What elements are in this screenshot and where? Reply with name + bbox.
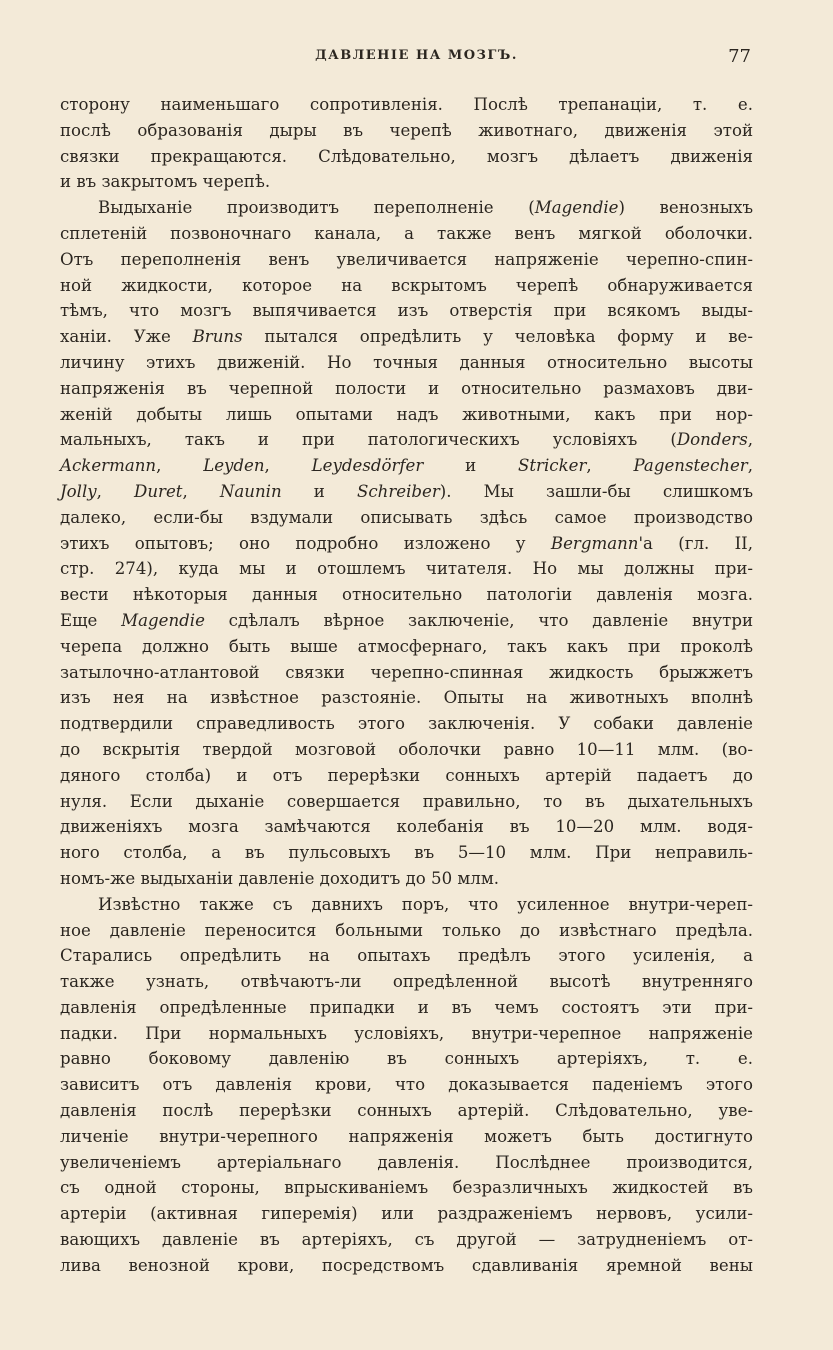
text-line: дяного столба) и отъ перерѣзки сонныхъ артерій падаетъ до [60,765,753,785]
text-line: падки. При нормальныхъ условіяхъ, внутри-черепное напряженіе [60,1023,753,1043]
running-title: ДАВЛЕНІЕ НА МОЗГЪ. [315,48,518,63]
text-line: равно боковому давленію въ сонныхъ артеріяхъ, т. е. [60,1049,753,1069]
text-line: и въ закрытомъ черепѣ. [60,172,271,192]
text-line: сплетеній позвоночнаго канала, а также венъ мягкой оболочки. [60,223,753,243]
text-line: этихъ опытовъ; оно подробно изложено у Bergmann'а (гл. II, [60,533,754,553]
text-line: давленія опредѣленные припадки и въ чемъ состоятъ эти при- [60,997,753,1017]
text-line: сторону наименьшаго сопротивленія. Послѣ трепанаціи, т. е. [60,95,753,114]
text-line: Отъ переполненія венъ увеличивается напряженіе черепно-спин- [60,249,753,269]
text-line: номъ-же выдыханіи давленіе доходитъ до 50 млм. [60,868,500,888]
text-line: ного столба, а въ пульсовыхъ въ 5—10 млм. При неправиль- [60,843,753,863]
text-line: затылочно-атлантовой связки черепно-спинная жидкость брыжжетъ [60,662,753,682]
text-line: стр. 274), куда мы и отошлемъ читателя. Но мы должны при- [60,559,753,579]
text-line: послѣ образованія дыры въ черепѣ животнаго, движенія этой [60,120,753,140]
text-line: женій добыты лишь опытами надъ животными, какъ при нор- [60,404,753,424]
text-line: увеличеніемъ артеріальнаго давленія. Послѣднее производится, [60,1152,753,1172]
text-line: нуля. Если дыханіе совершается правильно, то въ дыхательныхъ [60,791,753,811]
text-line: ной жидкости, которое на вскрытомъ черепѣ обнаруживается [60,275,753,295]
text-line: до вскрытія твердой мозговой оболочки равно 10—11 млм. (во- [60,739,753,759]
text-line: мальныхъ, такъ и при патологическихъ условіяхъ (Donders, [60,430,753,450]
text-line: ханіи. Уже Bruns пытался опредѣлить у человѣка форму и ве- [60,327,753,347]
text-line: напряженія въ черепной полости и относительно размаховъ дви- [60,378,753,398]
text-line: тѣмъ, что мозгъ выпячивается изъ отверстія при всякомъ выды- [60,301,753,321]
text-line: зависитъ отъ давленія крови, что доказывается паденіемъ этого [60,1075,753,1095]
text-line: далеко, если-бы вздумали описывать здѣсь самое производство [60,507,753,527]
text-line: Ackermann, Leyden, Leydesdörfer и Stricker, Pagenstecher, [60,456,753,476]
text-line: лива венозной крови, посредствомъ сдавливанія яремной вены [60,1255,753,1275]
running-head [0,48,833,70]
text-line: движеніяхъ мозга замѣчаются колебанія въ 10—20 млм. водя- [60,817,753,837]
page-number: 77 [728,46,751,67]
text-line: черепа должно быть выше атмосфернаго, такъ какъ при проколѣ [60,636,753,656]
text-line: Еще Magendie сдѣлалъ вѣрное заключеніе, что давленіе внутри [60,610,754,630]
text-line: ное давленіе переносится больными только до извѣстнаго предѣла. [60,920,753,940]
text-line: Выдыханіе производитъ переполненіе (Magendie) венозныхъ [98,198,754,218]
text-line: артеріи (активная гиперемія) или раздраженіемъ нервовъ, усили- [60,1204,753,1224]
text-line: подтвердили справедливость этого заключенія. У собаки давленіе [60,714,753,734]
text-line: также узнать, отвѣчаютъ-ли опредѣленной высотѣ внутренняго [60,972,753,992]
text-line: Jolly, Duret, Naunin и Schreiber). Мы зашли-бы слишкомъ [60,481,753,501]
text-line: вести нѣкоторыя данныя относительно патологіи давленія мозга. [60,585,753,605]
text-line: Старались опредѣлить на опытахъ предѣлъ этого усиленія, а [60,946,753,966]
text-line: личину этихъ движеній. Но точныя данныя относительно высоты [60,352,753,372]
text-line: связки прекращаются. Слѣдовательно, мозгъ дѣлаетъ движенія [60,146,753,166]
text-line: изъ нея на извѣстное разстояніе. Опыты на животныхъ вполнѣ [60,688,753,708]
text-line: давленія послѣ перерѣзки сонныхъ артерій. Слѣдовательно, уве- [60,1101,753,1121]
text-line: вающихъ давленіе въ артеріяхъ, съ другой — затрудненіемъ от- [60,1230,753,1250]
text-line: личеніе внутри-черепного напряженія можетъ быть достигнуто [60,1126,753,1146]
body-text [60,92,753,1279]
text-line: съ одной стороны, впрыскиваніемъ безразличныхъ жидкостей въ [60,1178,753,1198]
text-line: Извѣстно также съ давнихъ поръ, что усиленное внутри-череп- [98,894,753,914]
